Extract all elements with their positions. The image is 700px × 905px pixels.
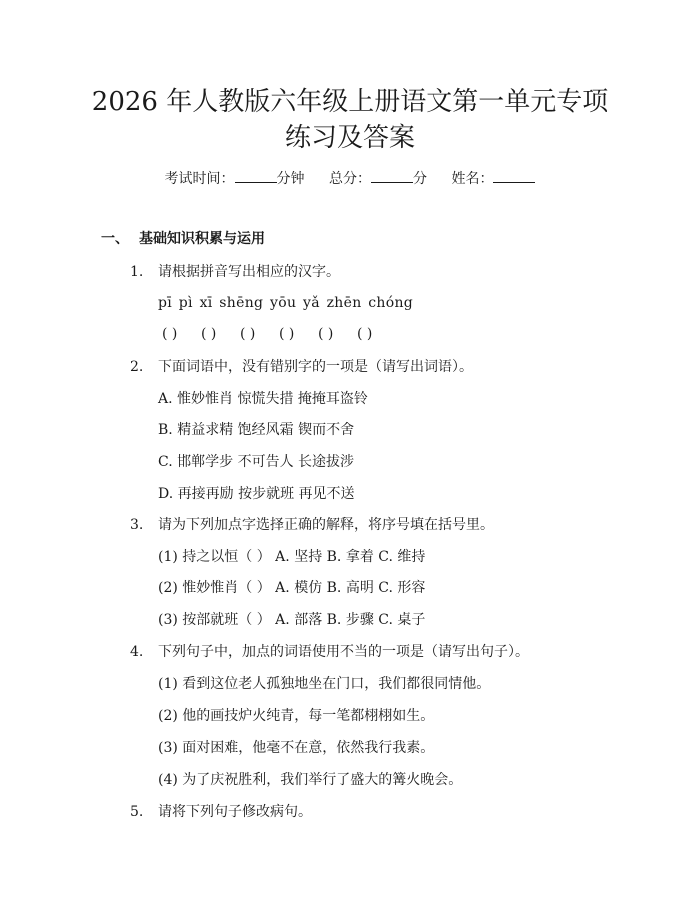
- answer-parentheses-row: [158, 324, 396, 344]
- question-text: 请为下列加点字选择正确的解释，将序号填在括号里。: [158, 517, 494, 533]
- exam-name-label: 姓名：: [451, 171, 494, 187]
- exam-score-unit: 分: [413, 171, 427, 187]
- exam-time: [165, 171, 305, 187]
- exam-name: [451, 171, 535, 187]
- section-number: 一、: [101, 231, 129, 247]
- question-text: 下面词语中，没有错别字的一项是（请写出词语）。: [158, 359, 473, 375]
- exam-name-blank: [493, 168, 535, 183]
- exam-score: [329, 171, 427, 187]
- question-4: [130, 642, 529, 662]
- question-number: 1.: [130, 264, 144, 280]
- question-number: 5.: [130, 804, 144, 820]
- sub-item-2: (2) 惟妙惟肖（ ） A. 模仿 B. 高明 C. 形容: [158, 580, 426, 596]
- document-title-line-1: 2026 年人教版六年级上册语文第一单元专项: [91, 87, 609, 117]
- answer-paren: ( ): [279, 326, 295, 342]
- question-3: [130, 515, 494, 535]
- document-title-line-2: 练习及答案: [284, 123, 415, 153]
- sub-item-1: (1) 看到这位老人孤独地坐在门口，我们都很同情他。: [158, 676, 491, 692]
- option-a: A. 惟妙惟肖 惊慌失措 掩掩耳盗铃: [158, 391, 368, 407]
- question-number: 4.: [130, 644, 144, 660]
- question-number: 2.: [130, 359, 144, 375]
- sub-item-1: (1) 持之以恒（ ） A. 坚持 B. 拿着 C. 维持: [158, 549, 426, 565]
- option-d: D. 再接再励 按步就班 再见不送: [158, 486, 355, 502]
- option-c: C. 邯郸学步 不可告人 长途拔涉: [158, 454, 355, 470]
- exam-score-blank: [371, 168, 413, 183]
- exam-time-blank: [235, 168, 277, 183]
- sub-item-2: (2) 他的画技炉火纯青，每一笔都栩栩如生。: [158, 708, 435, 724]
- sub-item-4: (4) 为了庆祝胜利，我们举行了盛大的篝火晚会。: [158, 772, 463, 788]
- sub-item-3: (3) 面对困难，他毫不在意，依然我行我素。: [158, 740, 435, 756]
- answer-paren: ( ): [201, 326, 217, 342]
- answer-paren: ( ): [318, 326, 334, 342]
- section-heading: [101, 229, 265, 249]
- exam-time-label: 考试时间：: [164, 171, 235, 187]
- question-text: 下列句子中，加点的词语使用不当的一项是（请写出句子）。: [158, 644, 529, 660]
- question-2: [130, 357, 473, 377]
- exam-time-unit: 分钟: [276, 171, 305, 187]
- option-b: B. 精益求精 饱经风霜 锲而不舍: [158, 422, 355, 438]
- question-5: [130, 802, 312, 822]
- exam-score-label: 总分：: [329, 171, 371, 187]
- answer-paren: ( ): [357, 326, 373, 342]
- pinyin-line: pī pì xī shēng yōu yǎ zhēn chóng: [158, 295, 414, 311]
- question-text: 请将下列句子修改病句。: [158, 804, 312, 820]
- question-text: 请根据拼音写出相应的汉字。: [158, 264, 340, 280]
- exam-meta: [0, 168, 700, 189]
- question-1: [130, 262, 340, 282]
- question-number: 3.: [130, 517, 144, 533]
- section-title: 基础知识积累与运用: [139, 231, 265, 247]
- answer-paren: ( ): [240, 326, 256, 342]
- answer-paren: ( ): [162, 326, 178, 342]
- sub-item-3: (3) 按部就班（ ） A. 部落 B. 步骤 C. 桌子: [158, 612, 426, 628]
